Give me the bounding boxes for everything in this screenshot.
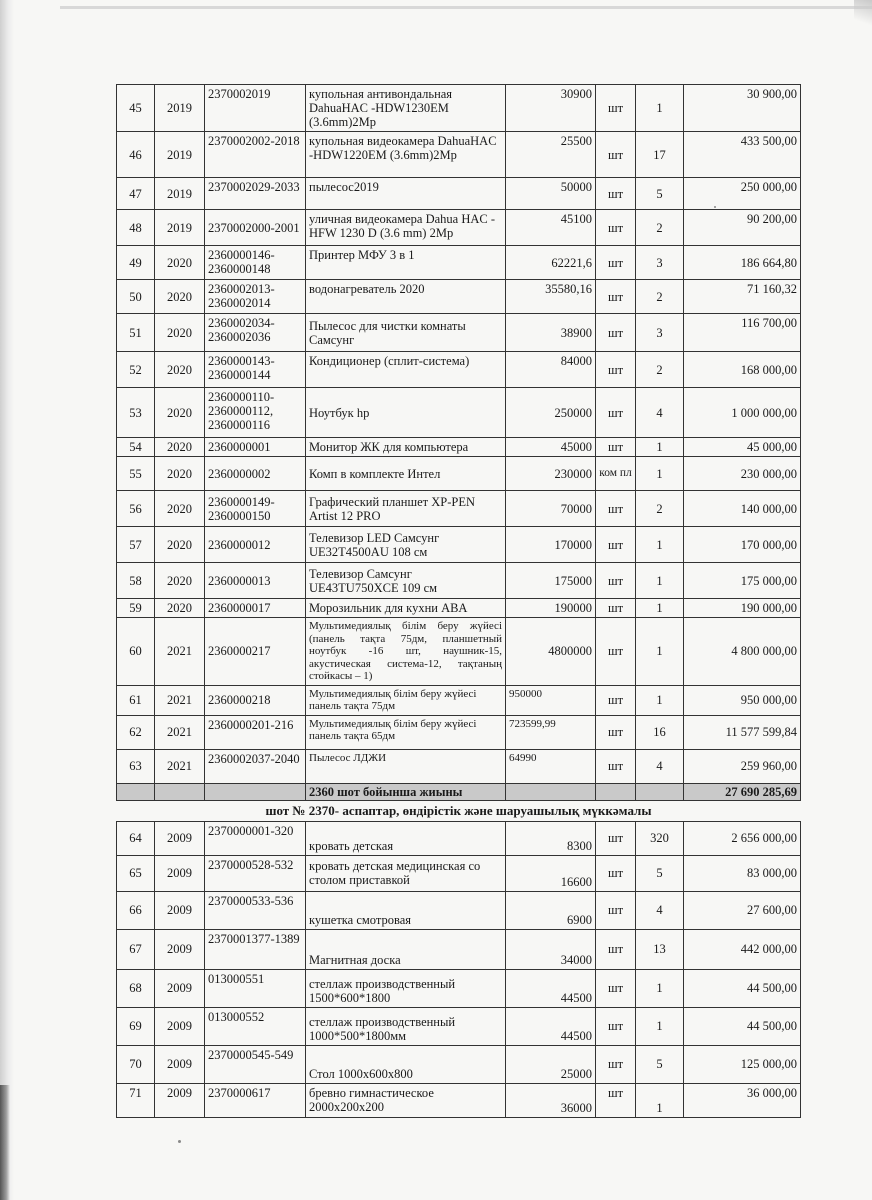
- row-sum: 230 000,00: [684, 457, 801, 491]
- row-quantity: 1: [636, 618, 684, 686]
- row-price: 723599,99: [506, 715, 596, 749]
- row-item-name: Ноутбук hp: [306, 388, 506, 438]
- row-unit: шт: [596, 352, 636, 388]
- row-sum: 950 000,00: [684, 685, 801, 715]
- subtotal-cell: [155, 783, 205, 800]
- row-inventory-number: 2370002000-2001: [205, 210, 306, 246]
- row-quantity: 1: [636, 599, 684, 618]
- row-year: 2020: [155, 491, 205, 527]
- row-price: 4800000: [506, 618, 596, 686]
- row-item-name: Телевизор LED Самсунг UE32T4500AU 108 см: [306, 527, 506, 563]
- row-unit: шт: [596, 178, 636, 210]
- row-quantity: 1: [636, 527, 684, 563]
- row-inventory-number: 2360000017: [205, 599, 306, 618]
- row-quantity: 2: [636, 352, 684, 388]
- table-row: [117, 457, 801, 491]
- row-unit: шт: [596, 246, 636, 280]
- row-number: 48: [117, 210, 155, 246]
- row-item-name: Принтер МФУ 3 в 1: [306, 246, 506, 280]
- table-row: [117, 749, 801, 783]
- row-year: 2020: [155, 599, 205, 618]
- table-row: [117, 1083, 801, 1117]
- row-unit: шт: [596, 969, 636, 1007]
- row-sum: 83 000,00: [684, 855, 801, 891]
- row-item-name: Пылесос ЛДЖИ: [306, 749, 506, 783]
- row-year: 2019: [155, 178, 205, 210]
- row-unit: шт: [596, 749, 636, 783]
- row-sum: 140 000,00: [684, 491, 801, 527]
- row-sum: 442 000,00: [684, 929, 801, 969]
- row-price: 44500: [506, 969, 596, 1007]
- table-row: [117, 246, 801, 280]
- table-row: [117, 715, 801, 749]
- row-unit: шт: [596, 1083, 636, 1117]
- row-item-name: кровать детская медицинская со столом приставкой: [306, 855, 506, 891]
- subtotal-cell: [205, 783, 306, 800]
- row-sum: 71 160,32: [684, 280, 801, 314]
- row-inventory-number: 2370001377-1389: [205, 929, 306, 969]
- row-quantity: 16: [636, 715, 684, 749]
- row-item-name: уличная видеокамера Dahua HAC -HFW 1230 D (3.6 mm) 2Mp: [306, 210, 506, 246]
- row-quantity: 4: [636, 388, 684, 438]
- row-unit: шт: [596, 1045, 636, 1083]
- row-year: 2009: [155, 929, 205, 969]
- row-sum: 1 000 000,00: [684, 388, 801, 438]
- row-item-name: пылесос2019: [306, 178, 506, 210]
- row-sum: 190 000,00: [684, 599, 801, 618]
- row-number: 63: [117, 749, 155, 783]
- row-number: 50: [117, 280, 155, 314]
- row-sum: 125 000,00: [684, 1045, 801, 1083]
- row-number: 61: [117, 685, 155, 715]
- row-number: 59: [117, 599, 155, 618]
- row-inventory-number: 2360000146-2360000148: [205, 246, 306, 280]
- row-price: 35580,16: [506, 280, 596, 314]
- row-number: 57: [117, 527, 155, 563]
- row-sum: 45 000,00: [684, 438, 801, 457]
- row-item-name: Магнитная доска: [306, 929, 506, 969]
- row-number: 53: [117, 388, 155, 438]
- row-quantity: 17: [636, 132, 684, 178]
- row-unit: шт: [596, 491, 636, 527]
- row-unit: шт: [596, 685, 636, 715]
- row-unit: шт: [596, 929, 636, 969]
- row-quantity: 1: [636, 685, 684, 715]
- row-number: 67: [117, 929, 155, 969]
- table-row: [117, 1045, 801, 1083]
- subtotal-cell: [117, 783, 155, 800]
- row-item-name: купольная видеокамера DahuaHAC -HDW1220EM (3.6mm)2Mp: [306, 132, 506, 178]
- scan-speck: [178, 1140, 181, 1143]
- table-row: [117, 491, 801, 527]
- row-inventory-number: 013000551: [205, 969, 306, 1007]
- row-unit: шт: [596, 563, 636, 599]
- row-item-name: бревно гимнастическое 2000х200х200: [306, 1083, 506, 1117]
- row-price: 25000: [506, 1045, 596, 1083]
- row-item-name: Стол 1000х600х800: [306, 1045, 506, 1083]
- row-sum: 30 900,00: [684, 85, 801, 132]
- row-inventory-number: 2360002037-2040: [205, 749, 306, 783]
- row-sum: 259 960,00: [684, 749, 801, 783]
- row-item-name: Комп в комплекте Интел: [306, 457, 506, 491]
- table-row: [117, 527, 801, 563]
- row-quantity: 1: [636, 563, 684, 599]
- row-quantity: 1: [636, 438, 684, 457]
- row-item-name: Телевизор Самсунг UE43TU750XCE 109 см: [306, 563, 506, 599]
- row-quantity: 3: [636, 314, 684, 352]
- row-quantity: 5: [636, 855, 684, 891]
- row-price: 34000: [506, 929, 596, 969]
- table-row: [117, 85, 801, 132]
- row-quantity: 4: [636, 891, 684, 929]
- row-number: 46: [117, 132, 155, 178]
- row-inventory-number: 2360002013-2360002014: [205, 280, 306, 314]
- row-item-name: водонагреватель 2020: [306, 280, 506, 314]
- row-unit: шт: [596, 618, 636, 686]
- row-unit: ком пл: [596, 457, 636, 491]
- row-number: 70: [117, 1045, 155, 1083]
- row-item-name: кровать детская: [306, 821, 506, 855]
- row-number: 54: [117, 438, 155, 457]
- row-inventory-number: 2360000201-216: [205, 715, 306, 749]
- row-item-name: Морозильник для кухни ABA: [306, 599, 506, 618]
- row-quantity: 13: [636, 929, 684, 969]
- row-sum: 250 000,00: [684, 178, 801, 210]
- row-year: 2009: [155, 891, 205, 929]
- row-inventory-number: 2360000002: [205, 457, 306, 491]
- row-item-name: стеллаж производственный 1500*600*1800: [306, 969, 506, 1007]
- row-sum: 168 000,00: [684, 352, 801, 388]
- row-number: 51: [117, 314, 155, 352]
- row-item-name: Монитор ЖК для компьютера: [306, 438, 506, 457]
- row-number: 64: [117, 821, 155, 855]
- row-year: 2009: [155, 1007, 205, 1045]
- row-inventory-number: 2370000528-532: [205, 855, 306, 891]
- table-row: [117, 388, 801, 438]
- row-number: 49: [117, 246, 155, 280]
- row-item-name: Мультимедиялық білім беру жүйесі панель тақта 75дм: [306, 685, 506, 715]
- row-number: 62: [117, 715, 155, 749]
- row-inventory-number: 2370002002-2018: [205, 132, 306, 178]
- row-year: 2020: [155, 457, 205, 491]
- subtotal-cell: [596, 783, 636, 800]
- row-price: 190000: [506, 599, 596, 618]
- row-sum: 116 700,00: [684, 314, 801, 352]
- row-price: 36000: [506, 1083, 596, 1117]
- row-number: 52: [117, 352, 155, 388]
- row-quantity: 5: [636, 1045, 684, 1083]
- row-unit: шт: [596, 210, 636, 246]
- row-quantity: 1: [636, 1083, 684, 1117]
- row-year: 2021: [155, 618, 205, 686]
- row-inventory-number: 2360000218: [205, 685, 306, 715]
- row-inventory-number: 2370000617: [205, 1083, 306, 1117]
- row-unit: шт: [596, 821, 636, 855]
- row-quantity: 5: [636, 178, 684, 210]
- row-price: 38900: [506, 314, 596, 352]
- row-sum: 186 664,80: [684, 246, 801, 280]
- row-year: 2009: [155, 1083, 205, 1117]
- row-year: 2009: [155, 1045, 205, 1083]
- table-row: [117, 685, 801, 715]
- table-row: [117, 438, 801, 457]
- row-sum: 27 600,00: [684, 891, 801, 929]
- row-number: 69: [117, 1007, 155, 1045]
- row-number: 45: [117, 85, 155, 132]
- table-row: [117, 210, 801, 246]
- row-number: 60: [117, 618, 155, 686]
- row-quantity: 3: [636, 246, 684, 280]
- row-sum: 2 656 000,00: [684, 821, 801, 855]
- row-sum: 11 577 599,84: [684, 715, 801, 749]
- scan-edge-shadow: [0, 0, 14, 1200]
- row-number: 71: [117, 1083, 155, 1117]
- row-year: 2021: [155, 685, 205, 715]
- section-heading: шот № 2370- аспаптар, өндірістік және шаруашылық мүккәмалы: [117, 800, 801, 821]
- row-inventory-number: 2360000012: [205, 527, 306, 563]
- row-year: 2019: [155, 85, 205, 132]
- row-price: 45100: [506, 210, 596, 246]
- row-price: 50000: [506, 178, 596, 210]
- row-sum: 433 500,00: [684, 132, 801, 178]
- row-item-name: купольная антивондальная DahuaHAC -HDW1230EM (3.6mm)2Mp: [306, 85, 506, 132]
- row-year: 2009: [155, 821, 205, 855]
- row-price: 6900: [506, 891, 596, 929]
- row-sum: 36 000,00: [684, 1083, 801, 1117]
- row-quantity: 1: [636, 1007, 684, 1045]
- row-inventory-number: 2370000001-320: [205, 821, 306, 855]
- row-quantity: 2: [636, 280, 684, 314]
- table-row: [117, 352, 801, 388]
- row-inventory-number: 2370002029-2033: [205, 178, 306, 210]
- subtotal-row: [117, 783, 801, 800]
- row-number: 56: [117, 491, 155, 527]
- row-inventory-number: 2360000110-2360000112, 2360000116: [205, 388, 306, 438]
- row-price: 70000: [506, 491, 596, 527]
- table-row: [117, 280, 801, 314]
- row-sum: 44 500,00: [684, 1007, 801, 1045]
- row-inventory-number: 2360002034-2360002036: [205, 314, 306, 352]
- row-quantity: 1: [636, 85, 684, 132]
- row-price: 230000: [506, 457, 596, 491]
- row-inventory-number: 2360000013: [205, 563, 306, 599]
- row-sum: 90 200,00: [684, 210, 801, 246]
- row-year: 2020: [155, 314, 205, 352]
- scan-top-line: [60, 6, 872, 9]
- table-row: [117, 1007, 801, 1045]
- row-item-name: Кондиционер (сплит-система): [306, 352, 506, 388]
- row-inventory-number: 2360000143-2360000144: [205, 352, 306, 388]
- table-row: [117, 891, 801, 929]
- subtotal-cell: [506, 783, 596, 800]
- row-quantity: 1: [636, 969, 684, 1007]
- row-unit: шт: [596, 891, 636, 929]
- row-price: 8300: [506, 821, 596, 855]
- row-price: 44500: [506, 1007, 596, 1045]
- row-quantity: 1: [636, 457, 684, 491]
- row-price: 16600: [506, 855, 596, 891]
- row-unit: шт: [596, 280, 636, 314]
- row-year: 2019: [155, 132, 205, 178]
- row-unit: шт: [596, 85, 636, 132]
- row-quantity: 4: [636, 749, 684, 783]
- row-year: 2020: [155, 280, 205, 314]
- row-sum: 175 000,00: [684, 563, 801, 599]
- table-row: [117, 855, 801, 891]
- table-row: [117, 929, 801, 969]
- row-item-name: кушетка смотровая: [306, 891, 506, 929]
- subtotal-cell: [636, 783, 684, 800]
- row-year: 2021: [155, 715, 205, 749]
- row-year: 2020: [155, 352, 205, 388]
- table-row: [117, 969, 801, 1007]
- row-item-name: Мультимедиялық білім беру жүйесі панель тақта 65дм: [306, 715, 506, 749]
- row-year: 2020: [155, 438, 205, 457]
- row-item-name: Мультимедиялық білім беру жүйесі (панель тақта 75дм, планшетный ноутбук -16 шт, наушник-15, акустическая система-12, тақтаның стойкасы – 1): [306, 618, 506, 686]
- row-inventory-number: 2360000149-2360000150: [205, 491, 306, 527]
- row-year: 2019: [155, 210, 205, 246]
- row-number: 65: [117, 855, 155, 891]
- row-number: 58: [117, 563, 155, 599]
- row-year: 2020: [155, 563, 205, 599]
- table-row: [117, 563, 801, 599]
- table-row: [117, 821, 801, 855]
- row-inventory-number: 2370000545-549: [205, 1045, 306, 1083]
- row-price: 62221,6: [506, 246, 596, 280]
- row-unit: шт: [596, 388, 636, 438]
- row-unit: шт: [596, 438, 636, 457]
- subtotal-sum: 27 690 285,69: [684, 783, 801, 800]
- row-year: 2009: [155, 855, 205, 891]
- row-price: 175000: [506, 563, 596, 599]
- row-number: 66: [117, 891, 155, 929]
- row-unit: шт: [596, 132, 636, 178]
- row-inventory-number: 2360000217: [205, 618, 306, 686]
- row-year: 2009: [155, 969, 205, 1007]
- row-inventory-number: 2370002019: [205, 85, 306, 132]
- table-row: [117, 599, 801, 618]
- row-quantity: 2: [636, 491, 684, 527]
- row-inventory-number: 013000552: [205, 1007, 306, 1045]
- row-price: 250000: [506, 388, 596, 438]
- row-year: 2021: [155, 749, 205, 783]
- row-sum: 44 500,00: [684, 969, 801, 1007]
- table-row: [117, 618, 801, 686]
- row-inventory-number: 2360000001: [205, 438, 306, 457]
- row-quantity: 320: [636, 821, 684, 855]
- row-price: 170000: [506, 527, 596, 563]
- row-price: 30900: [506, 85, 596, 132]
- row-item-name: стеллаж производственный 1000*500*1800мм: [306, 1007, 506, 1045]
- row-unit: шт: [596, 715, 636, 749]
- scan-edge-streak: [0, 1085, 10, 1200]
- table-row: [117, 314, 801, 352]
- row-unit: шт: [596, 314, 636, 352]
- table-row: [117, 178, 801, 210]
- row-item-name: Пылесос для чистки комнаты Самсунг: [306, 314, 506, 352]
- row-unit: шт: [596, 855, 636, 891]
- row-unit: шт: [596, 1007, 636, 1045]
- row-year: 2020: [155, 527, 205, 563]
- table-row: [117, 132, 801, 178]
- section-heading-row: [117, 800, 801, 821]
- row-inventory-number: 2370000533-536: [205, 891, 306, 929]
- subtotal-label: 2360 шот бойынша жиыны: [306, 783, 506, 800]
- row-number: 68: [117, 969, 155, 1007]
- row-item-name: Графический планшет XP-PEN Artist 12 PRO: [306, 491, 506, 527]
- row-sum: 4 800 000,00: [684, 618, 801, 686]
- row-quantity: 2: [636, 210, 684, 246]
- row-price: 84000: [506, 352, 596, 388]
- row-number: 47: [117, 178, 155, 210]
- row-price: 45000: [506, 438, 596, 457]
- row-price: 25500: [506, 132, 596, 178]
- row-price: 950000: [506, 685, 596, 715]
- row-unit: шт: [596, 599, 636, 618]
- row-sum: 170 000,00: [684, 527, 801, 563]
- row-year: 2020: [155, 246, 205, 280]
- row-unit: шт: [596, 527, 636, 563]
- row-number: 55: [117, 457, 155, 491]
- row-year: 2020: [155, 388, 205, 438]
- row-price: 64990: [506, 749, 596, 783]
- inventory-table: [116, 84, 801, 1118]
- scan-corner-fold: [854, 0, 872, 26]
